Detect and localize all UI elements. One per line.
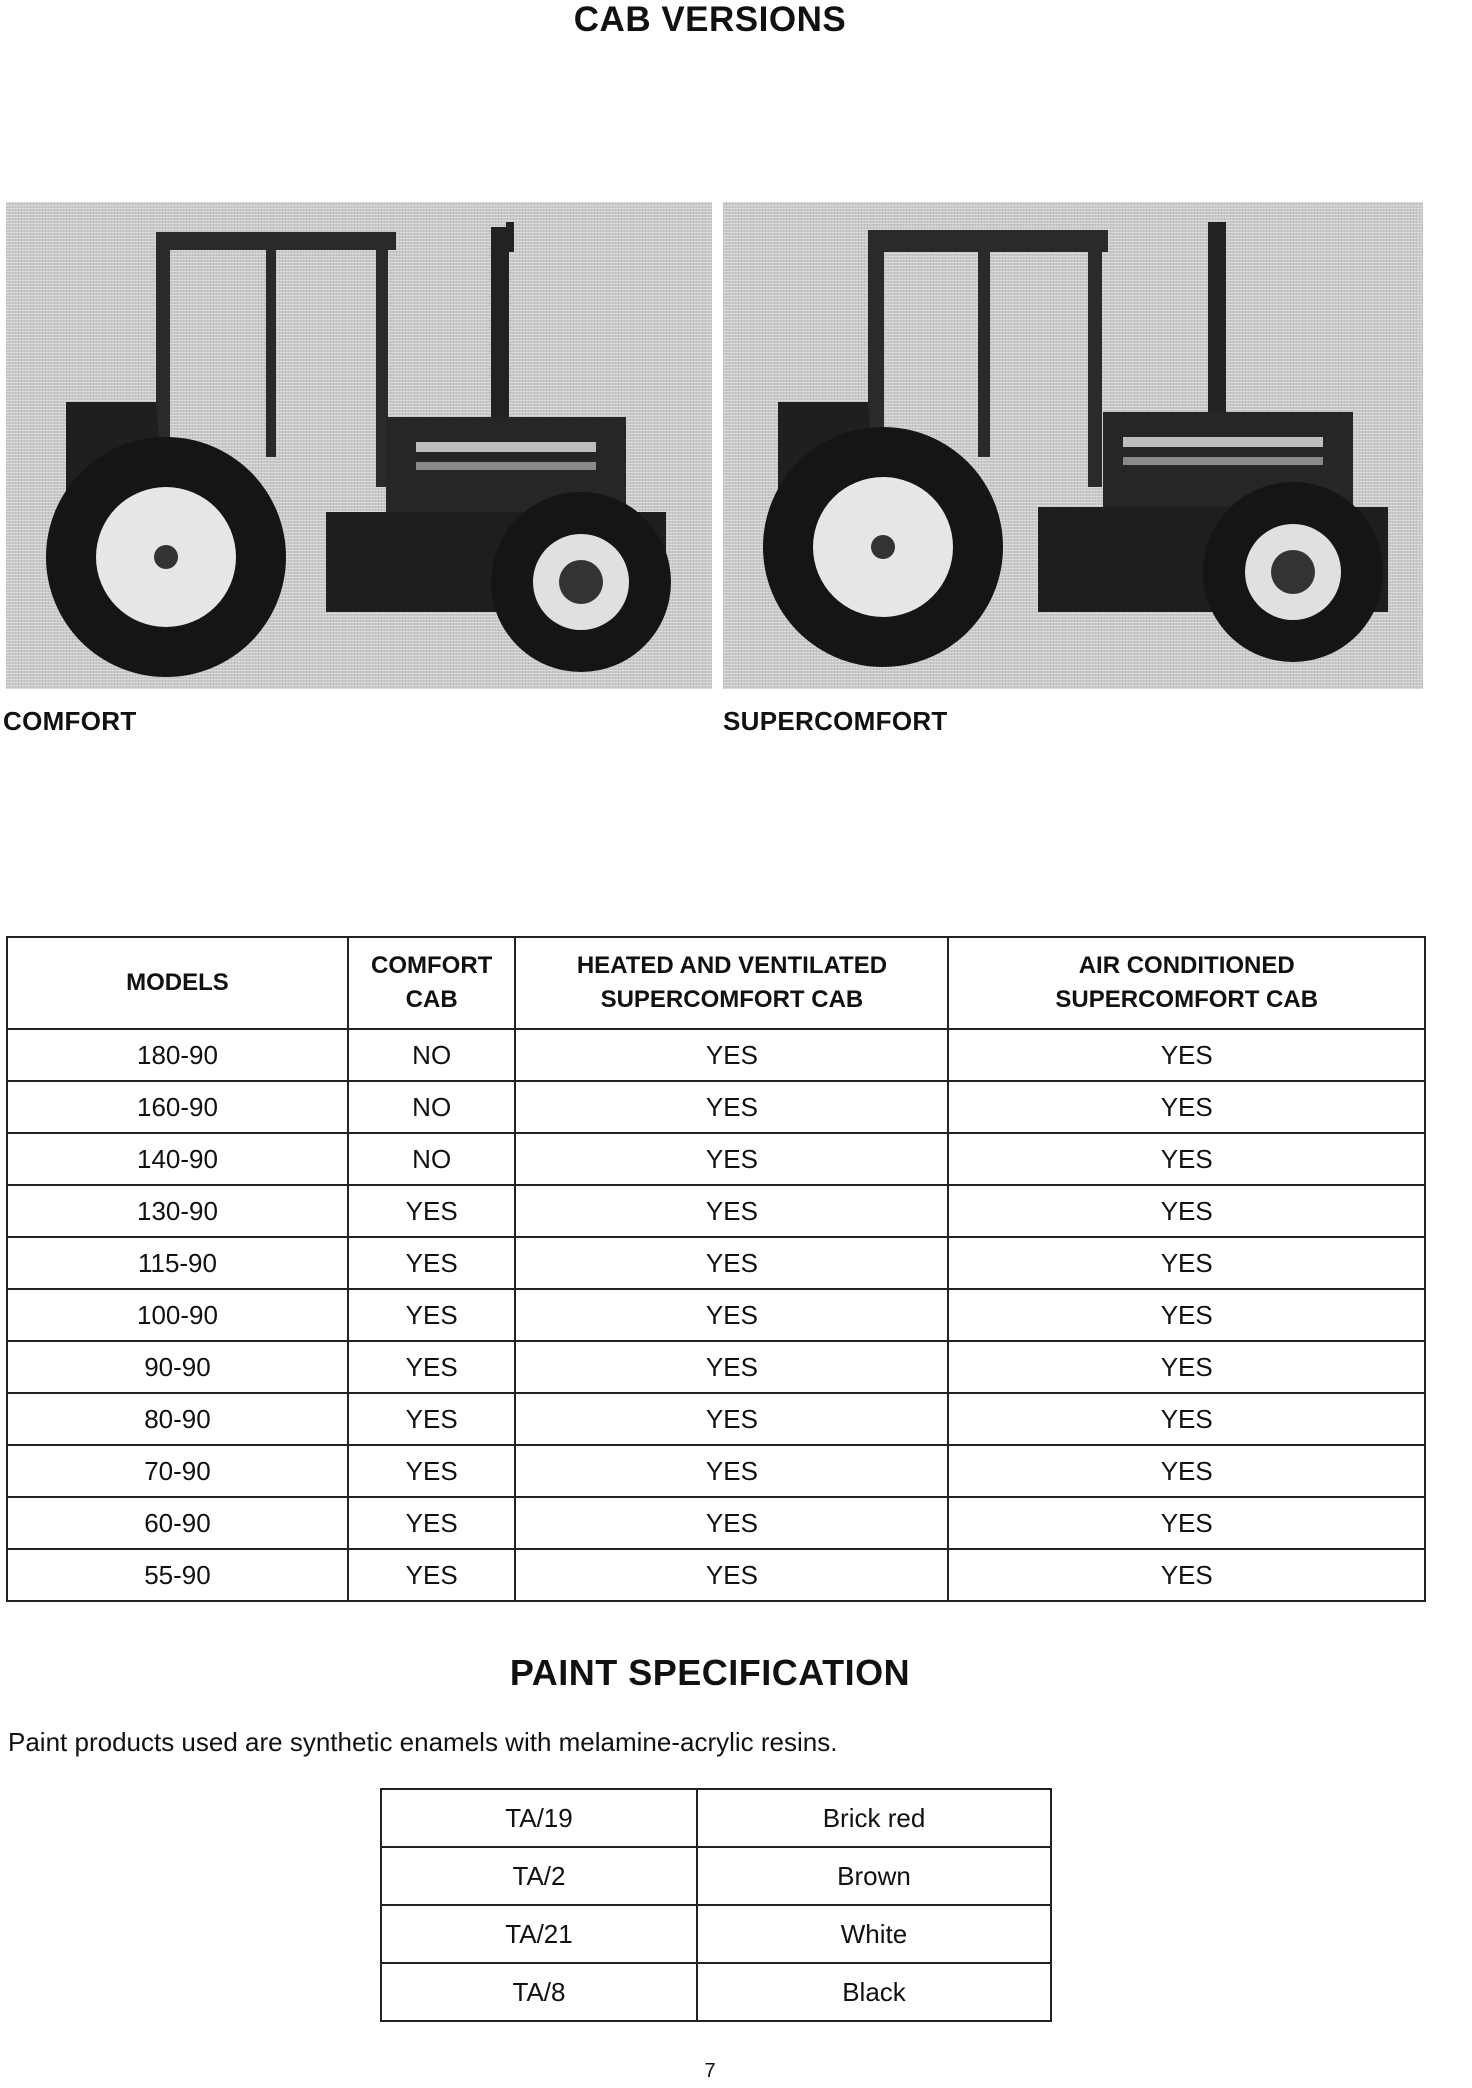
paint-code-cell: TA/19 xyxy=(381,1789,697,1847)
table-body xyxy=(7,1029,1425,1601)
air-cell: YES xyxy=(948,1029,1425,1081)
air-cell: YES xyxy=(948,1185,1425,1237)
comfort-cell: YES xyxy=(348,1185,515,1237)
header-line: COMFORT xyxy=(371,952,493,979)
heated-cell: YES xyxy=(515,1133,948,1185)
heated-cell: YES xyxy=(515,1497,948,1549)
model-cell: 55-90 xyxy=(7,1549,348,1601)
header-models: MODELS xyxy=(7,937,348,1029)
table-row xyxy=(381,1963,1051,2021)
comfort-cell: YES xyxy=(348,1497,515,1549)
table-row xyxy=(381,1789,1051,1847)
table-row xyxy=(7,1029,1425,1081)
comfort-cab-tractor-photo xyxy=(6,202,712,689)
paint-code-cell: TA/21 xyxy=(381,1905,697,1963)
header-line: CAB xyxy=(405,986,458,1013)
model-cell: 90-90 xyxy=(7,1341,348,1393)
table-row xyxy=(381,1905,1051,1963)
model-cell: 180-90 xyxy=(7,1029,348,1081)
air-cell: YES xyxy=(948,1341,1425,1393)
table-row xyxy=(7,1237,1425,1289)
model-cell: 80-90 xyxy=(7,1393,348,1445)
table-row xyxy=(7,1185,1425,1237)
cab-versions-table xyxy=(6,936,1426,1602)
paint-code-cell: TA/8 xyxy=(381,1963,697,2021)
page-title: CAB VERSIONS xyxy=(573,0,847,39)
table-row xyxy=(7,1081,1425,1133)
comfort-cell: NO xyxy=(348,1133,515,1185)
table-row xyxy=(7,1289,1425,1341)
heated-cell: YES xyxy=(515,1341,948,1393)
model-cell: 130-90 xyxy=(7,1185,348,1237)
air-cell: YES xyxy=(948,1237,1425,1289)
comfort-cell: NO xyxy=(348,1081,515,1133)
supercomfort-caption: SUPERCOMFORT xyxy=(723,706,948,736)
header-comfort-cab xyxy=(348,937,515,1029)
heated-cell: YES xyxy=(515,1081,948,1133)
paint-code-cell: TA/2 xyxy=(381,1847,697,1905)
header-line: HEATED AND VENTILATED xyxy=(576,952,888,979)
paint-specification-title: PAINT SPECIFICATION xyxy=(509,1652,911,1693)
supercomfort-cab-tractor-photo xyxy=(723,202,1423,689)
header-line: SUPERCOMFORT CAB xyxy=(1055,986,1319,1013)
table-header xyxy=(7,937,1425,1029)
air-cell: YES xyxy=(948,1445,1425,1497)
comfort-cell: YES xyxy=(348,1237,515,1289)
heated-cell: YES xyxy=(515,1237,948,1289)
table-row xyxy=(7,1393,1425,1445)
heated-cell: YES xyxy=(515,1393,948,1445)
paint-color-cell: White xyxy=(697,1905,1051,1963)
comfort-cell: YES xyxy=(348,1393,515,1445)
paint-color-cell: Black xyxy=(697,1963,1051,2021)
table-row xyxy=(381,1847,1051,1905)
page-number: 7 xyxy=(704,2060,716,2082)
comfort-cell: YES xyxy=(348,1445,515,1497)
model-cell: 160-90 xyxy=(7,1081,348,1133)
header-air-conditioned xyxy=(948,937,1425,1029)
comfort-cell: NO xyxy=(348,1029,515,1081)
model-cell: 60-90 xyxy=(7,1497,348,1549)
air-cell: YES xyxy=(948,1133,1425,1185)
heated-cell: YES xyxy=(515,1029,948,1081)
heated-cell: YES xyxy=(515,1445,948,1497)
comfort-cell: YES xyxy=(348,1289,515,1341)
header-heated-ventilated xyxy=(515,937,948,1029)
model-cell: 140-90 xyxy=(7,1133,348,1185)
comfort-cell: YES xyxy=(348,1549,515,1601)
air-cell: YES xyxy=(948,1497,1425,1549)
model-cell: 70-90 xyxy=(7,1445,348,1497)
air-cell: YES xyxy=(948,1289,1425,1341)
table-row xyxy=(7,1341,1425,1393)
header-line: SUPERCOMFORT CAB xyxy=(600,986,864,1013)
table-row xyxy=(7,1133,1425,1185)
table-header-row xyxy=(7,937,1425,1029)
paint-color-cell: Brown xyxy=(697,1847,1051,1905)
air-cell: YES xyxy=(948,1393,1425,1445)
heated-cell: YES xyxy=(515,1549,948,1601)
paint-color-cell: Brick red xyxy=(697,1789,1051,1847)
model-cell: 100-90 xyxy=(7,1289,348,1341)
model-cell: 115-90 xyxy=(7,1237,348,1289)
comfort-caption: COMFORT xyxy=(3,706,137,736)
table-row xyxy=(7,1445,1425,1497)
tractor-illustration xyxy=(6,202,712,689)
air-cell: YES xyxy=(948,1549,1425,1601)
heated-cell: YES xyxy=(515,1289,948,1341)
paint-table xyxy=(380,1788,1052,2022)
heated-cell: YES xyxy=(515,1185,948,1237)
header-line: AIR CONDITIONED xyxy=(1078,952,1295,979)
table-row xyxy=(7,1497,1425,1549)
table-row xyxy=(7,1549,1425,1601)
comfort-cell: YES xyxy=(348,1341,515,1393)
paint-description: Paint products used are synthetic enamels with melamine-acrylic resins. xyxy=(8,1727,838,1757)
tractor-illustration xyxy=(723,202,1423,689)
air-cell: YES xyxy=(948,1081,1425,1133)
